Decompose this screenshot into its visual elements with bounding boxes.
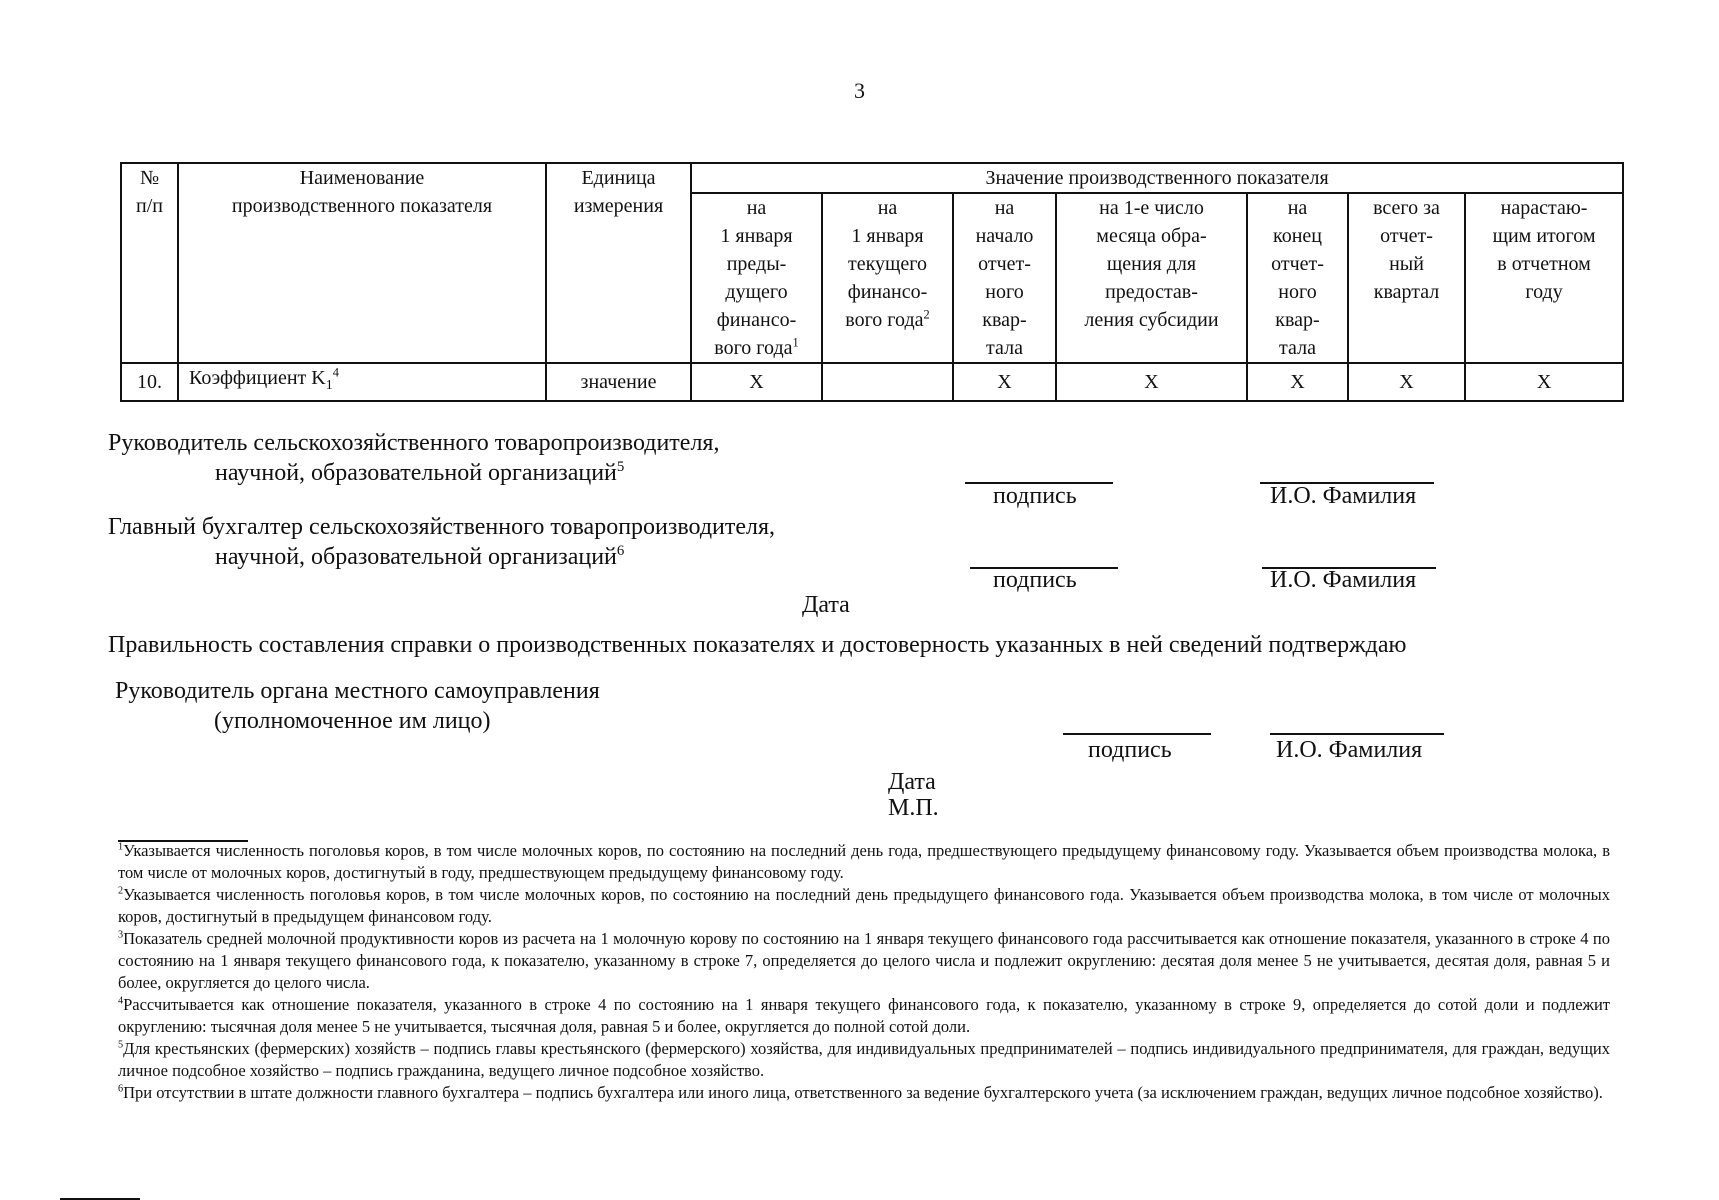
- row-value-cell: X: [1465, 363, 1623, 401]
- accountant-signature-caption: подпись: [993, 567, 1077, 593]
- footnote-mark: 5: [118, 1039, 124, 1051]
- header-name: Наименование производственного показателя: [178, 163, 546, 363]
- table-header-row-1: [121, 163, 1623, 193]
- footnote: [118, 1038, 1610, 1082]
- footnote-text: Указывается численность поголовья коров, в том числе молочных коров, по состоянию на последний день года, предшествующего предыдущему финансовому году. Указывается объем производства молока, в том числе от молочных коров, достигнутый в году, предшествующем предыдущему финансовому году.: [118, 841, 1610, 882]
- row-value-cell: X: [691, 363, 822, 401]
- footnote: [118, 840, 1610, 884]
- local-gov-title: Руководитель органа местного самоуправления (уполномоченное им лицо): [115, 678, 600, 734]
- footnote-mark: 1: [118, 841, 124, 853]
- page-number: 3: [854, 78, 865, 103]
- footnote-text: Указывается численность поголовья коров, в том числе молочных коров, по состоянию на последний день предыдущего финансового года. Указывается объем производства молока, в том числе от молочных коров, достигнутый в предыдущем финансовом году.: [118, 885, 1610, 926]
- accountant-title: Главный бухгалтер сельскохозяйственного товаропроизводителя, научной, образовательной организаций$^6$: [108, 514, 776, 570]
- footnote-text: Показатель средней молочной продуктивности коров из расчета на 1 молочную корову по состоянию на 1 января текущего финансового года рассчитывается как отношение показателя, указанного в строке 4 по состоянию на 1 января текущего финансового года, к показателю, указанному в строке 7, определяется до целого числа и подлежит округлению: десятая доля менее 5 не учитывается, десятая доля, равная 5 и более, округляется до целого числа.: [118, 929, 1610, 992]
- footnote-mark: 6: [118, 1083, 124, 1095]
- row-value-cell: [822, 363, 953, 401]
- header-value-column: на 1-е число месяца обра- щения для предостав- ления субсидии: [1056, 193, 1247, 363]
- accountant-name-caption: И.О. Фамилия: [1270, 567, 1417, 593]
- head-name-caption: И.О. Фамилия: [1270, 483, 1417, 509]
- header-value-column: нарастаю- щим итогом в отчетном году: [1465, 193, 1623, 363]
- row-value-cell: X: [1056, 363, 1247, 401]
- footnote-text: Рассчитывается как отношение показателя, указанного в строке 4 по состоянию на 1 января текущего финансового года, к показателю, указанному в строке 9, определяется до сотой доли и подлежит округлению: тысячная доля менее 5 не учитывается, тысячная доля, равная 5 и более, округляется до полной сотой доли.: [118, 995, 1610, 1036]
- header-value-column: на конец отчет- ного квар- тала: [1247, 193, 1348, 363]
- row-unit: значение: [546, 363, 691, 401]
- table-row: [121, 363, 1623, 401]
- header-value-column: всего за отчет- ный квартал: [1348, 193, 1465, 363]
- row-value-cell: X: [953, 363, 1056, 401]
- footnote-text: При отсутствии в штате должности главного бухгалтера – подпись бухгалтера или иного лица, ответственного за ведение бухгалтерского учета (за исключением граждан, ведущих личное подсобное хозяйство).: [123, 1083, 1603, 1102]
- header-value-column: на 1 января текущего финансо- вого года$^2$: [822, 193, 953, 363]
- header-value-column: на 1 января преды- дущего финансо- вого года$^1$: [691, 193, 822, 363]
- date-label: Дата: [802, 592, 850, 618]
- header-value-column: на начало отчет- ного квар- тала: [953, 193, 1056, 363]
- footnote-mark: 3: [118, 929, 124, 941]
- footnote-text: Для крестьянских (фермерских) хозяйств – подпись главы крестьянского (фермерского) хозяйства, для индивидуальных предпринимателей – подпись индивидуального предпринимателя, для граждан, ведущих личное подсобное хозяйство – подпись гражданина, ведущего личное подсобное хозяйство.: [118, 1039, 1610, 1080]
- row-name: Коэффициент $K_1^4$: [178, 363, 546, 401]
- footnote: [118, 884, 1610, 928]
- header-no: № п/п: [121, 163, 178, 363]
- footnote: [118, 994, 1610, 1038]
- footnote-mark: 4: [118, 995, 124, 1007]
- row-value-cell: X: [1348, 363, 1465, 401]
- local-gov-name-caption: И.О. Фамилия: [1276, 737, 1423, 763]
- header-value-group: Значение производственного показателя: [691, 163, 1623, 193]
- header-unit: Единица измерения: [546, 163, 691, 363]
- row-no: 10.: [121, 363, 178, 401]
- confirmation-text: Правильность составления справки о производственных показателях и достоверность указанных в ней сведений подтверждаю: [108, 632, 1407, 658]
- local-gov-signature-caption: подпись: [1088, 737, 1172, 763]
- date-label-2: Дата: [888, 769, 936, 795]
- footnote-mark: 2: [118, 885, 124, 897]
- footnote: [118, 1082, 1610, 1104]
- production-indicators-table: [120, 162, 1624, 402]
- head-signature-caption: подпись: [993, 483, 1077, 509]
- footnote: [118, 928, 1610, 994]
- head-title: Руководитель сельскохозяйственного товаропроизводителя, научной, образовательной организаций$^5$: [108, 430, 720, 486]
- stamp-label: М.П.: [888, 795, 939, 821]
- footnotes: [118, 840, 1610, 1104]
- row-value-cell: X: [1247, 363, 1348, 401]
